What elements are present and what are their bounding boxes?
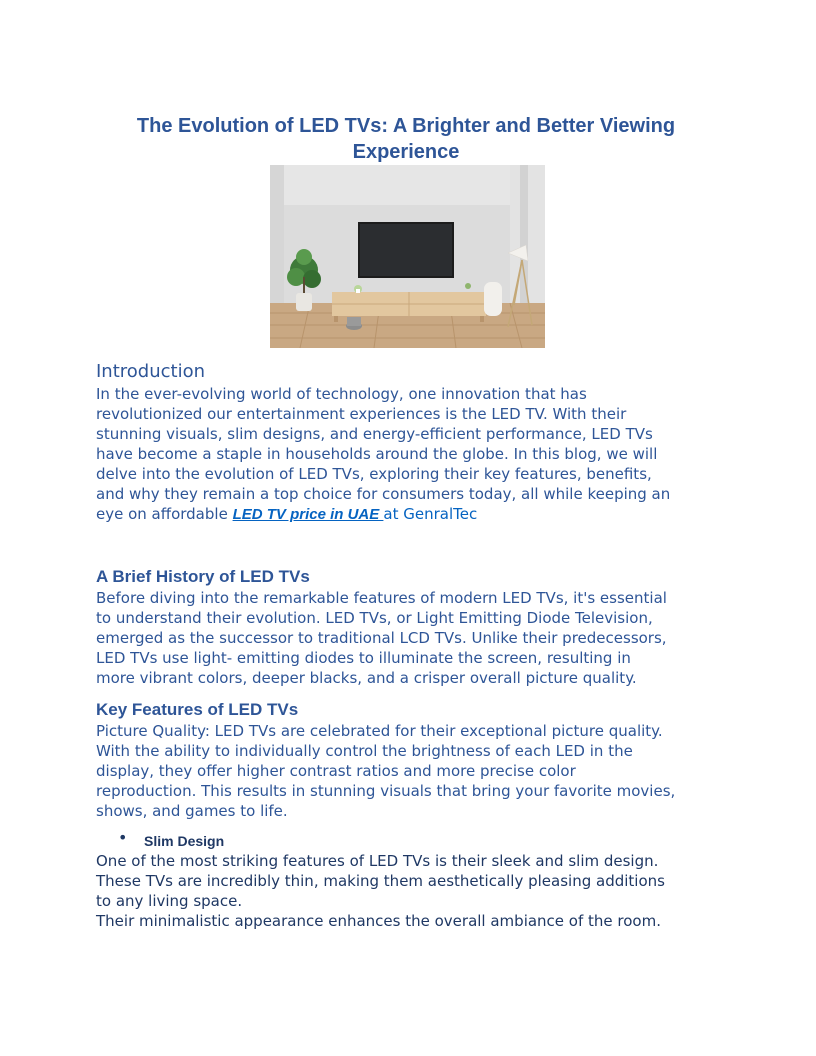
intro-paragraph (96, 384, 670, 525)
intro-heading: Introduction (96, 361, 206, 382)
led-tv-price-link[interactable]: LED TV price in UAE (232, 506, 384, 523)
slim-design-label: Slim Design (144, 833, 225, 849)
slim-paragraph (96, 851, 665, 931)
features-line: display, they offer higher contrast ratios and more precise color (96, 762, 576, 780)
features-line: reproduction. This results in stunning visuals that bring your favorite movies, (96, 782, 676, 800)
history-line: to understand their evolution. LED TVs, or Light Emitting Diode Television, (96, 609, 653, 627)
intro-line: delve into the evolution of LED TVs, exploring their key features, benefits, (96, 465, 652, 483)
history-line: Before diving into the remarkable features of modern LED TVs, it's essential (96, 589, 667, 607)
slim-line: Their minimalistic appearance enhances the overall ambiance of the room. (96, 912, 661, 930)
slim-line: These TVs are incredibly thin, making them aesthetically pleasing additions (96, 872, 665, 890)
history-heading: A Brief History of LED TVs (96, 567, 310, 586)
history-line: LED TVs use light- emitting diodes to illuminate the screen, resulting in (96, 649, 631, 667)
page-title: The Evolution of LED TVs: A Brighter and Better Viewing Experience (136, 115, 676, 163)
features-line: With the ability to individually control the brightness of each LED in the (96, 742, 633, 760)
intro-line: In the ever-evolving world of technology, one innovation that has (96, 385, 587, 403)
intro-last-line (96, 504, 670, 525)
tv-room-image (270, 165, 545, 348)
features-line: Picture Quality: LED TVs are celebrated for their exceptional picture quality. (96, 722, 663, 740)
slim-line: One of the most striking features of LED TVs is their sleek and slim design. (96, 852, 659, 870)
history-line: more vibrant colors, deeper blacks, and a crisper overall picture quality. (96, 669, 637, 687)
slim-line: to any living space. (96, 892, 243, 910)
intro-line: have become a staple in households around the globe. In this blog, we will (96, 445, 658, 463)
features-paragraph (96, 721, 675, 821)
intro-line: and why they remain a top choice for consumers today, all while keeping an (96, 485, 671, 503)
intro-line: stunning visuals, slim designs, and energy-efficient performance, LED TVs (96, 425, 653, 443)
bullet-icon: • (118, 828, 128, 847)
features-line: shows, and games to life. (96, 802, 288, 820)
history-paragraph (96, 588, 667, 688)
features-heading: Key Features of LED TVs (96, 700, 299, 719)
intro-line: revolutionized our entertainment experiences is the LED TV. With their (96, 405, 627, 423)
intro-last-prefix: eye on affordable (96, 505, 233, 523)
history-line: emerged as the successor to traditional LCD TVs. Unlike their predecessors, (96, 629, 667, 647)
intro-last-suffix: at GenralTec (383, 505, 478, 523)
